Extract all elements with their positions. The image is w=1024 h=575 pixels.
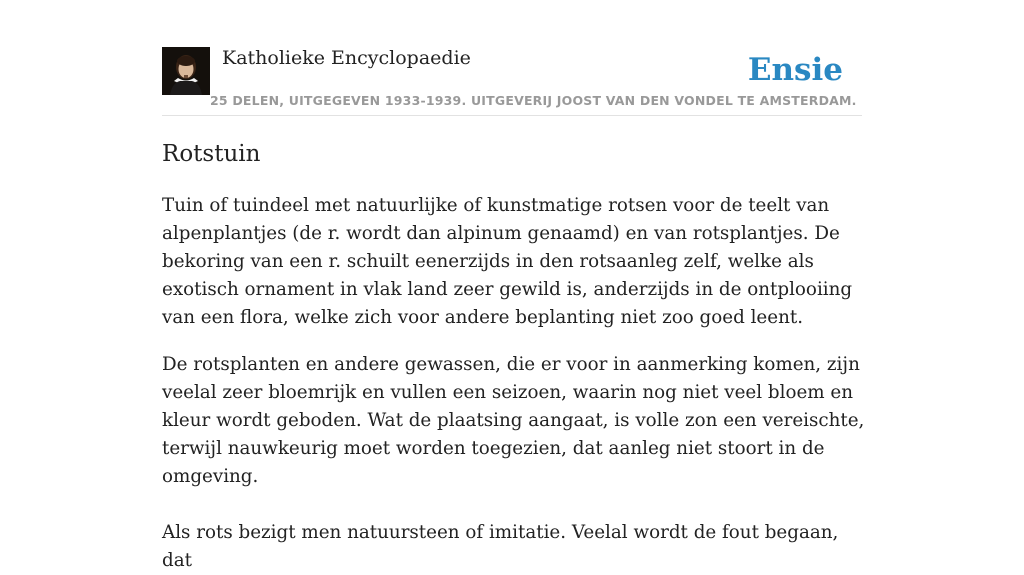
header-divider <box>162 115 862 116</box>
source-title[interactable]: Katholieke Encyclopaedie <box>222 47 471 69</box>
article-body <box>162 192 872 575</box>
article-title: Rotstuin <box>162 141 261 167</box>
article-paragraph: Als rots bezigt men natuursteen of imitatie. Veelal wordt de fout begaan, dat <box>162 522 839 571</box>
portrait-image <box>162 47 210 95</box>
article-paragraph: Tuin of tuindeel met natuurlijke of kunstmatige rotsen voor de teelt van alpenplantjes (de r. wordt dan alpinum genaamd) en van rotsplantjes. De bekoring van een r. schuilt eenerzijds in den rotsaanleg zelf, welke als exotisch ornament in vlak land zeer gewild is, anderzijds in de ontplooiing van een flora, welke zich voor andere beplanting niet zoo goed leent. <box>162 195 853 328</box>
article-paragraph: De rotsplanten en andere gewassen, die er voor in aanmerking komen, zijn veelal zeer bloemrijk en vullen een seizoen, waarin nog niet veel bloem en kleur wordt geboden. Wat de plaatsing aangaat, is volle zon een vereischte, terwijl nauwkeurig moet worden toegezien, dat aanleg niet stoort in de omgeving. <box>162 354 865 487</box>
source-subtitle: 25 DELEN, UITGEGEVEN 1933-1939. UITGEVERIJ JOOST VAN DEN VONDEL TE AMSTERDAM. <box>210 93 857 108</box>
ensie-logo-link[interactable]: Ensie <box>747 52 843 88</box>
author-portrait-avatar <box>162 47 210 95</box>
